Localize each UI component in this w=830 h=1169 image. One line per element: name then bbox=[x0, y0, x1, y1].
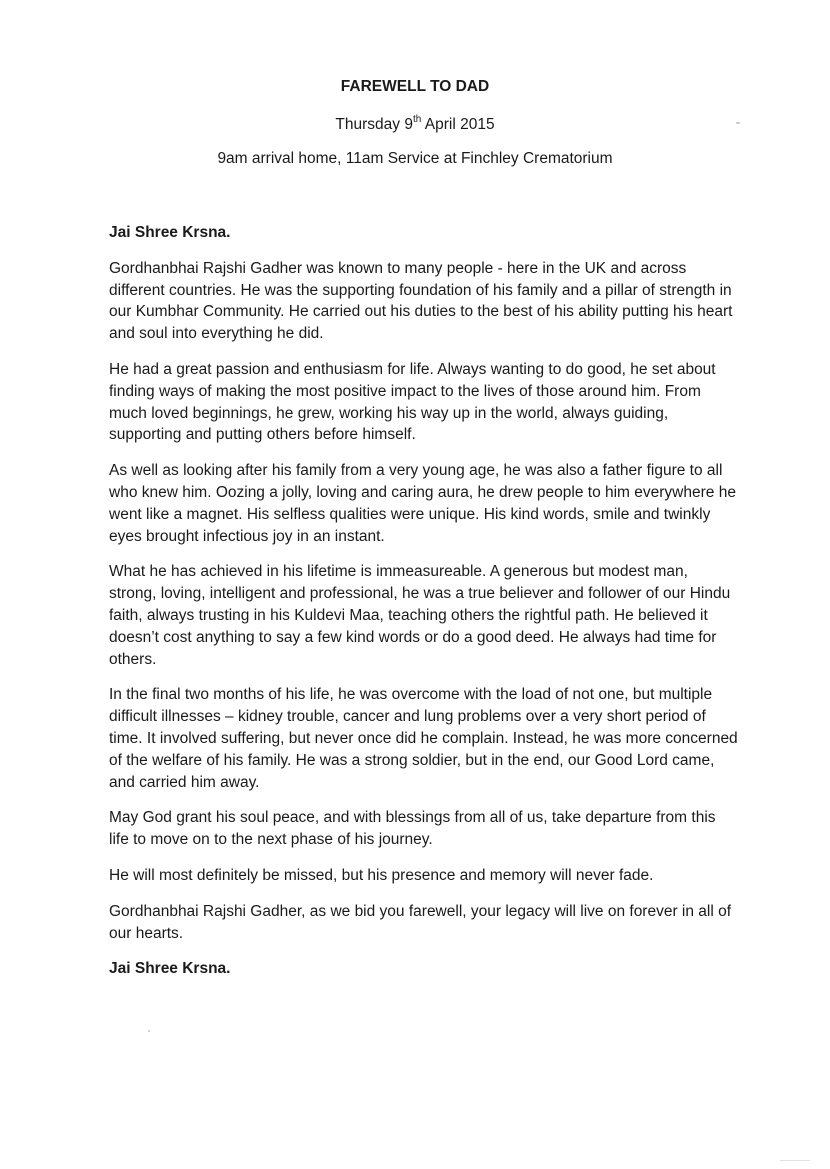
service-date-ordinal: th bbox=[412, 114, 422, 125]
scan-speck bbox=[736, 122, 740, 124]
opening-salutation: Jai Shree Krsna. bbox=[109, 224, 231, 241]
paragraph: In the final two months of his life, he was overcome with the load of not one, but multiple difficult illnesses – kidney trouble, cancer and lung problems over a very short period of time. It involved suffering, but never once did he complain. Instead, he was more concerned of the welfare of his family. He was a strong soldier, but in the end, our Good Lord came, and carried him away. bbox=[109, 686, 738, 791]
paragraph: Gordhanbhai Rajshi Gadher was known to many people - here in the UK and across different countries. He was the supporting foundation of his family and a pillar of strength in our Kumbhar Community. He carried out his duties to the best of his ability putting his heart and soul into everything he did. bbox=[109, 259, 733, 343]
document-title: FAREWELL TO DAD bbox=[340, 78, 490, 95]
paragraph: As well as looking after his family from a very young age, he was also a father figure to all who knew him. Oozing a jolly, loving and caring aura, he drew people to him everywhere he went like a magnet. His selfless qualities were unique. His kind words, smile and twinkly eyes brought infectious joy in an instant. bbox=[109, 462, 736, 545]
service-venue: 9am arrival home, 11am Service at Finchley Crematorium bbox=[217, 150, 613, 167]
closing-salutation: Jai Shree Krsna. bbox=[109, 960, 231, 978]
scan-speck bbox=[780, 1160, 810, 1161]
paragraph: He had a great passion and enthusiasm for life. Always wanting to do good, he set about finding ways of making the most positive impact to the lives of those around him. From much loved beginnings, he grew, working his way up in the world, always guiding, supporting and putting others before himself. bbox=[109, 360, 716, 444]
service-date bbox=[0, 115, 830, 134]
paragraph: He will most definitely be missed, but his presence and memory will never fade. bbox=[109, 866, 654, 884]
eulogy-body bbox=[109, 222, 739, 994]
paragraph: Gordhanbhai Rajshi Gadher, as we bid you farewell, your legacy will live on forever in all of our hearts. bbox=[109, 902, 732, 942]
paragraph: What he has achieved in his lifetime is immeasureable. A generous but modest man, strong, loving, intelligent and professional, he was a true believer and follower of our Hindu faith, always trusting in his Kuldevi Maa, teaching others the rightful path. He believed it doesn’t cost anything to say a few kind words or do a good deed. He always had time for others. bbox=[109, 563, 731, 668]
paragraph: May God grant his soul peace, and with blessings from all of us, take departure from this life to move on to the next phase of his journey. bbox=[109, 809, 716, 849]
service-date-day: Thursday 9 bbox=[335, 116, 413, 134]
service-date-rest: April 2015 bbox=[421, 116, 495, 134]
scan-speck bbox=[148, 1030, 150, 1032]
